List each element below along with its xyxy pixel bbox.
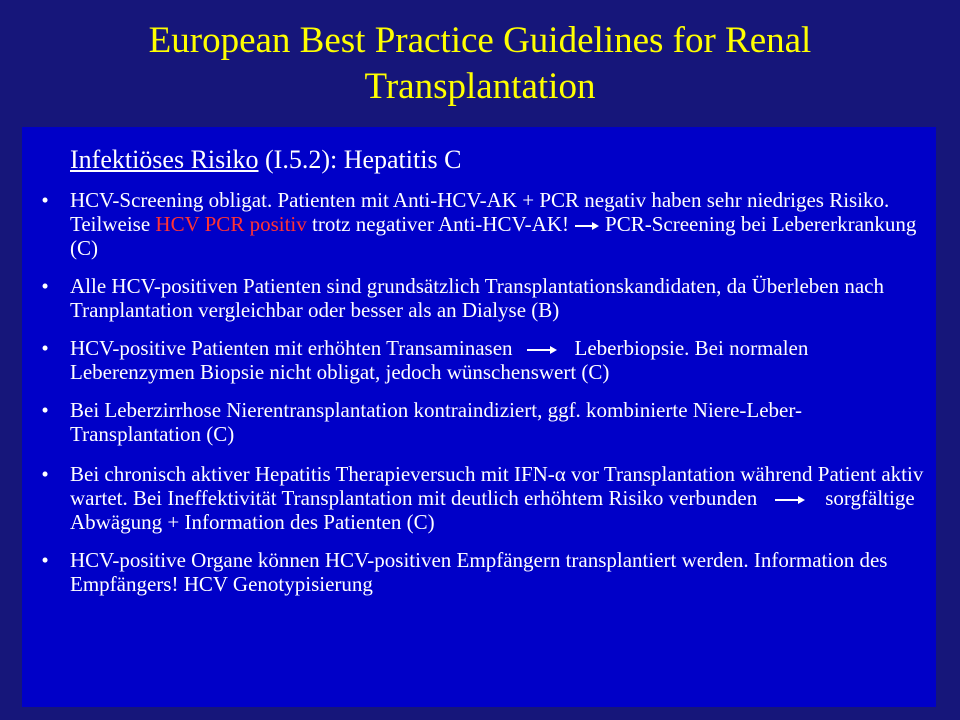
bullet-item-hcv-organs — [30, 548, 925, 596]
bullet-dot: • — [41, 188, 49, 212]
content-panel — [22, 127, 936, 707]
arrow-right-icon — [575, 221, 599, 231]
section-subtitle — [70, 144, 461, 176]
arrow-right-icon — [775, 495, 805, 505]
bullet-item-transplant-candidates — [30, 274, 925, 322]
bullet-item-cirrhosis — [30, 398, 925, 446]
bullet-text: sorgfältige Abwägung + Information des Patienten (C) — [70, 486, 915, 534]
slide-title: European Best Practice Guidelines for Renal Transplantation — [148, 20, 812, 107]
bullet-item-chronic-hepatitis — [30, 462, 925, 534]
bullet-text: HCV-Screening obligat. Patienten mit Anti-HCV-AK + PCR negativ haben sehr niedriges Risiko. Teilweise — [70, 188, 890, 236]
bullet-dot: • — [41, 462, 49, 486]
bullet-text: PCR-Screening bei Lebererkrankung (C) — [70, 212, 917, 260]
bullet-text: Alle HCV-positiven Patienten sind grundsätzlich Transplantationskandidaten, da Überleben nach Tranplantation vergleichbar oder besser als an Dialyse (B) — [70, 274, 884, 322]
bullet-text: Leberbiopsie. Bei normalen Leberenzymen Biopsie nicht obligat, jedoch wünschenswert (C) — [70, 336, 809, 384]
highlight-text: HCV PCR positiv — [155, 212, 307, 236]
subtitle-underlined: Infektiöses Risiko — [70, 145, 259, 174]
bullet-text: trotz negativer Anti-HCV-AK! — [306, 212, 570, 236]
bullet-dot: • — [41, 548, 49, 572]
bullet-dot: • — [41, 336, 49, 360]
bullet-text: Bei chronisch aktiver Hepatitis Therapieversuch mit IFN-α vor Transplantation während Patient aktiv wartet. Bei Ineffektivität Transplantation mit deutlich erhöhtem Risiko verbunden — [70, 462, 924, 510]
bullet-text: HCV-positive Organe können HCV-positiven Empfängern transplantiert werden. Information des Empfängers! HCV Genotypisierung — [70, 548, 888, 596]
bullet-item-hcv-screening — [30, 188, 925, 260]
subtitle-rest: (I.5.2): Hepatitis C — [258, 145, 462, 174]
bullet-item-transaminases — [30, 336, 925, 384]
bullet-dot: • — [41, 274, 49, 298]
bullet-text: HCV-positive Patienten mit erhöhten Transaminasen — [70, 336, 513, 360]
bullet-dot: • — [41, 398, 49, 422]
bullet-list — [30, 188, 925, 596]
bullet-text: Bei Leberzirrhose Nierentransplantation kontraindiziert, ggf. kombinierte Niere-Leber-Transplantation (C) — [70, 398, 802, 446]
arrow-right-icon — [527, 345, 557, 355]
